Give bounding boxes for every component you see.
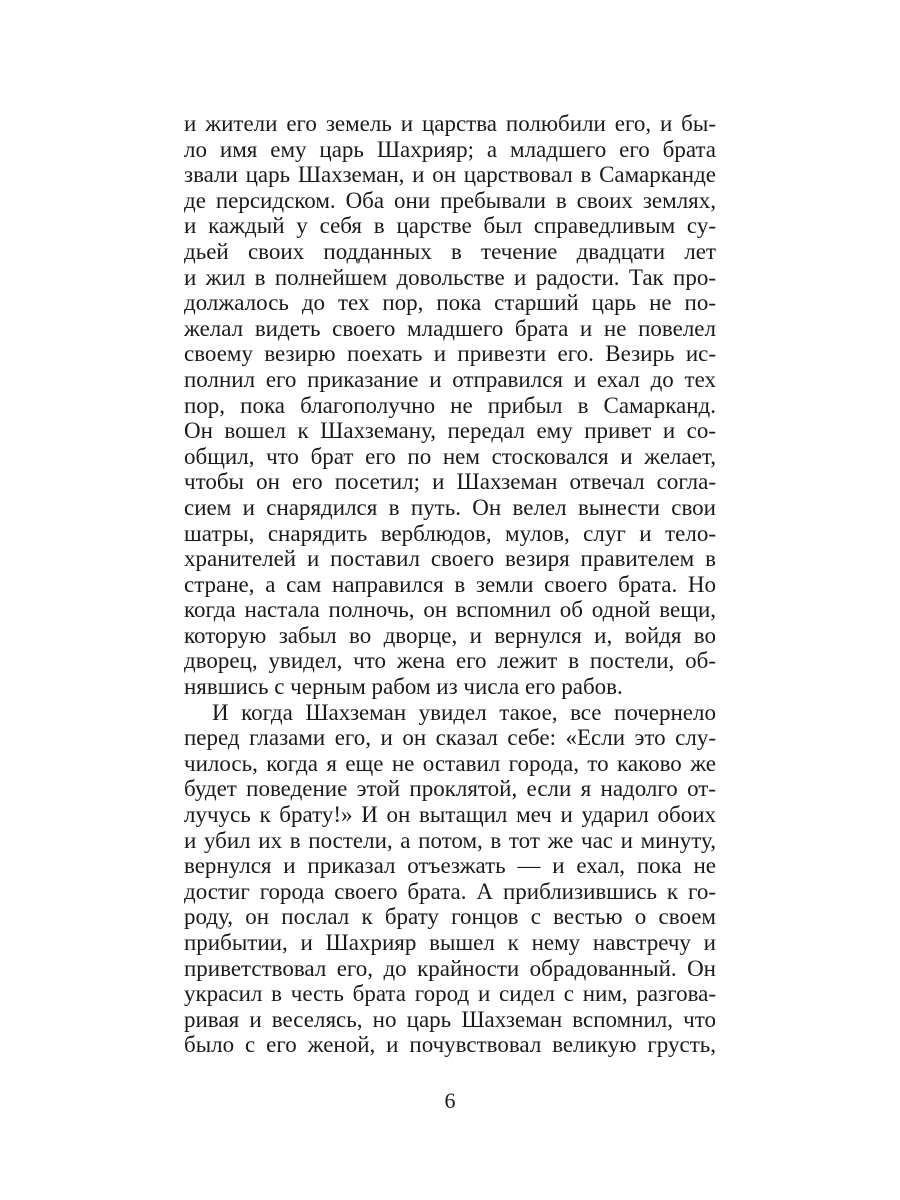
text-line: и жил в полнейшем довольстве и радости. Так про- [184, 264, 716, 290]
text-line: лучусь к брату!» И он вытащил меч и ударил обоих [184, 802, 716, 828]
text-line: пор, пока благополучно не прибыл в Самарканд. [184, 392, 716, 418]
text-line: вернулся и приказал отъезжать — и ехал, пока не [184, 853, 716, 879]
text-line: звали царь Шахземан, и он царствовал в Самарканде [184, 162, 716, 188]
text-line: украсил в честь брата город и сидел с ним, разгова- [184, 981, 716, 1007]
body-text [184, 111, 716, 1058]
text-line: ло имя ему царь Шахрияр; а младшего его брата [184, 136, 716, 162]
text-line: стране, а сам направился в земли своего брата. Но [184, 571, 716, 597]
text-line: и каждый у себя в царстве был справедливым су- [184, 213, 716, 239]
text-line: достиг города своего брата. А приблизившись к го- [184, 878, 716, 904]
text-line: шатры, снарядить верблюдов, мулов, слуг и тело- [184, 520, 716, 546]
text-line: перед глазами его, и он сказал себе: «Если это слу- [184, 725, 716, 751]
paragraph-end-line: нявшись с черным рабом из числа его рабов. [184, 674, 623, 700]
text-line: хранителей и поставил своего везиря правителем в [184, 546, 716, 572]
text-line: приветствовал его, до крайности обрадованный. Он [184, 955, 716, 981]
text-line: которую забыл во дворце, и вернулся и, войдя во [184, 622, 716, 648]
text-line: дворец, увидел, что жена его лежит в постели, об- [184, 648, 716, 674]
text-line: дьей своих подданных в течение двадцати лет [184, 238, 716, 264]
text-line: когда настала полночь, он вспомнил об одной вещи, [184, 597, 716, 623]
text-line: роду, он послал к брату гонцов с вестью о своем [184, 904, 716, 930]
text-line: чтобы он его посетил; и Шахземан отвечал согла- [184, 469, 716, 495]
text-line: было с его женой, и почувствовал великую грусть, [184, 1032, 716, 1058]
text-line: желал видеть своего младшего брата и не повелел [184, 315, 716, 341]
text-line: и убил их в постели, а потом, в тот же час и минуту, [184, 827, 716, 853]
text-line: и жители его земель и царства полюбили его, и бы- [184, 111, 716, 136]
text-line: ривая и веселясь, но царь Шахземан вспомнил, что [184, 1006, 716, 1032]
page-number: 6 [444, 1088, 456, 1113]
text-line: прибытии, и Шахрияр вышел к нему навстречу и [184, 930, 716, 955]
text-line: должалось до тех пор, пока старший царь не по- [184, 290, 716, 316]
text-line: полнил его приказание и отправился и ехал до тех [184, 366, 716, 392]
text-line: де персидском. Оба они пребывали в своих землях, [184, 187, 716, 213]
text-line: Он вошел к Шахземану, передал ему привет и со- [184, 418, 716, 444]
text-line: чилось, когда я еще не оставил города, то каково же [184, 750, 716, 776]
text-line: будет поведение этой проклятой, если я надолго от- [184, 776, 716, 802]
text-line: сием и снарядился в путь. Он велел вынести свои [184, 494, 716, 520]
paragraph-start-line: И когда Шахземан увидел такое, все почернело [212, 699, 716, 725]
text-line: своему везирю поехать и привезти его. Везирь ис- [184, 341, 716, 367]
text-line: общил, что брат его по нем стосковался и желает, [184, 443, 716, 469]
